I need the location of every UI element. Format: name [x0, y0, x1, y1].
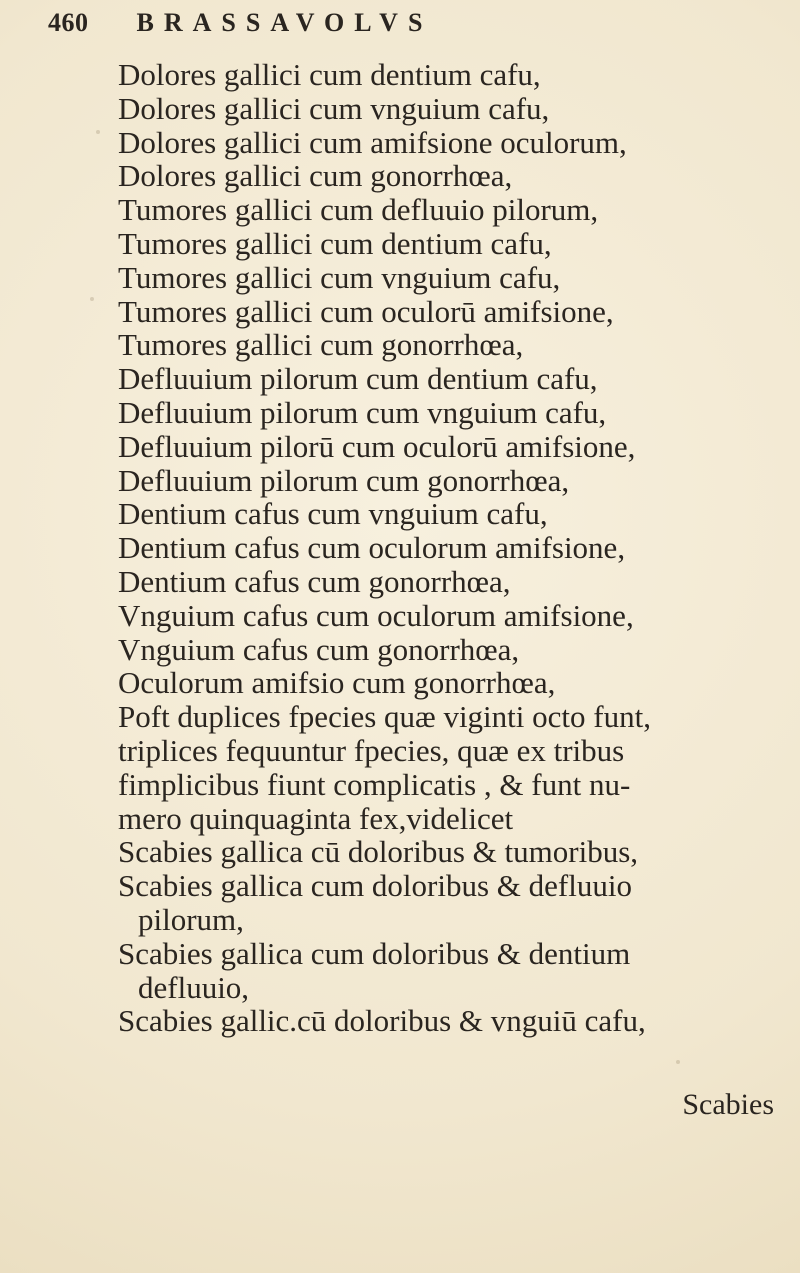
text-line: Dolores gallici cum vnguium cafu, [118, 90, 550, 126]
text-line: fimplicibus fiunt complicatis , & funt nu- [118, 766, 631, 802]
text-line: Defluuium pilorum cum vnguium cafu, [118, 394, 607, 430]
text-line: Scabies gallica cum doloribus & defluuio [118, 868, 632, 904]
text-line: Dentium cafus cum vnguium cafu, [118, 496, 548, 532]
text-line: Dolores gallici cum amifsione oculorum, [118, 124, 627, 160]
text-line: Defluuium pilorū cum oculorū amifsione, [118, 428, 636, 464]
text-line: Scabies gallica cū doloribus & tumoribus, [118, 834, 639, 870]
page-number: 460 [48, 8, 89, 37]
text-line: Tumores gallici cum defluuio pilorum, [118, 192, 599, 228]
text-line: Vnguium cafus cum gonorrhœa, [118, 631, 520, 667]
text-line: Tumores gallici cum vnguium cafu, [118, 259, 561, 295]
text-line: Scabies gallica cum doloribus & dentium [118, 935, 631, 971]
text-line: Defluuium pilorum cum gonorrhœa, [118, 462, 570, 498]
text-line: Vnguium cafus cum oculorum amifsione, [118, 597, 634, 633]
text-line: Tumores gallici cum dentium cafu, [118, 225, 552, 261]
text-line: Scabies gallic.cū doloribus & vnguiū cafu, [118, 1003, 646, 1039]
text-line: Tumores gallici cum oculorū amifsione, [118, 293, 614, 329]
text-line: triplices fequuntur fpecies, quæ ex tribus [118, 732, 625, 768]
body-text [118, 58, 798, 1038]
paper-spot [676, 1060, 680, 1064]
paper-spot [96, 130, 100, 134]
text-line: Dentium cafus cum gonorrhœa, [118, 563, 511, 599]
text-line: mero quinquaginta fex,videlicet [118, 800, 514, 836]
text-line: Dolores gallici cum gonorrhœa, [118, 158, 513, 194]
paper-spot [90, 297, 94, 301]
running-head: BRASSAVOLVS [136, 8, 433, 37]
catchword: Scabies [682, 1088, 774, 1121]
text-line: Tumores gallici cum gonorrhœa, [118, 327, 524, 363]
text-line: Oculorum amifsio cum gonorrhœa, [118, 665, 556, 701]
text-line: pilorum, [138, 901, 244, 937]
text-line: Dentium cafus cum oculorum amifsione, [118, 530, 626, 566]
text-line: Poft duplices fpecies quæ viginti octo funt, [118, 699, 651, 735]
text-line: Defluuium pilorum cum dentium cafu, [118, 361, 598, 397]
text-line: defluuio, [138, 969, 250, 1005]
page-header [48, 8, 433, 38]
text-line: Dolores gallici cum dentium cafu, [118, 57, 541, 92]
